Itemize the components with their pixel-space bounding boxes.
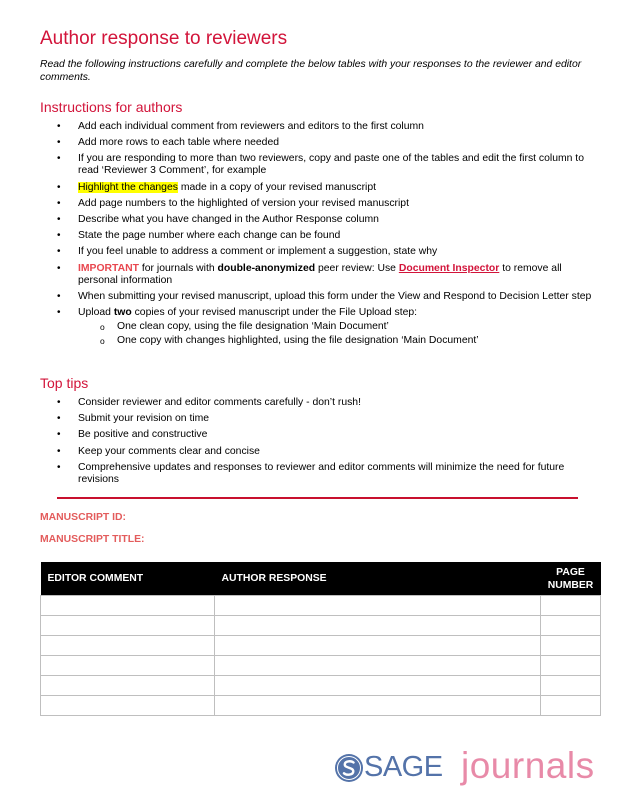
author-response-cell[interactable]	[215, 696, 541, 716]
list-item: • Add each individual comment from reviewers and editors to the first column	[40, 121, 600, 133]
list-item: • Consider reviewer and editor comments carefully - don’t rush!	[40, 397, 600, 409]
author-response-cell[interactable]	[215, 676, 541, 696]
table-row	[41, 636, 601, 656]
table-header-row	[41, 562, 601, 596]
page-title: Author response to reviewers	[40, 28, 288, 49]
list-item: • Comprehensive updates and responses to reviewer and editor comments will minimize the need for future revisions	[40, 462, 600, 486]
sub-list-item: o One copy with changes highlighted, using the file designation ‘Main Document’	[78, 335, 638, 347]
author-response-cell[interactable]	[215, 616, 541, 636]
table-row	[41, 596, 601, 616]
editor-comment-cell[interactable]	[41, 616, 215, 636]
list-item: • Add page numbers to the highlighted of version your revised manuscript	[40, 198, 600, 210]
response-table	[40, 562, 601, 716]
table-row	[41, 656, 601, 676]
sub-list	[78, 321, 638, 348]
table-row	[41, 676, 601, 696]
logo-brand-text: SAGE	[364, 751, 443, 783]
list-item: • Keep your comments clear and concise	[40, 446, 600, 458]
instructions-heading: Instructions for authors	[40, 99, 183, 115]
page-number-cell[interactable]	[541, 636, 601, 656]
list-item: • Add more rows to each table where needed	[40, 137, 600, 149]
manuscript-title-label: MANUSCRIPT TITLE:	[40, 534, 145, 545]
document-inspector-link[interactable]: Document Inspector	[398, 262, 500, 274]
header-page-number: PAGE NUMBER	[541, 562, 601, 596]
page-number-cell[interactable]	[541, 596, 601, 616]
important-label: IMPORTANT	[78, 262, 139, 274]
highlighted-text: Highlight the changes	[78, 181, 178, 193]
list-item: • Describe what you have changed in the Author Response column	[40, 214, 600, 226]
tips-heading: Top tips	[40, 375, 89, 391]
list-item: • If you feel unable to address a comment or implement a suggestion, state why	[40, 246, 600, 258]
list-item: • Highlight the changes made in a copy of your revised manuscript	[40, 182, 600, 194]
sage-journals-logo	[334, 745, 606, 790]
table-row	[41, 616, 601, 636]
divider	[57, 497, 578, 499]
page-number-cell[interactable]	[541, 696, 601, 716]
list-item: • If you are responding to more than two reviewers, copy and paste one of the tables and edit the first column to read ‘Reviewer 3 Comment’, for example	[40, 153, 600, 177]
author-response-cell[interactable]	[215, 596, 541, 616]
list-item: • When submitting your revised manuscript, upload this form under the View and Respond to Decision Letter step	[40, 291, 600, 303]
page-number-cell[interactable]	[541, 676, 601, 696]
editor-comment-cell[interactable]	[41, 656, 215, 676]
editor-comment-cell[interactable]	[41, 596, 215, 616]
list-item: • State the page number where each change can be found	[40, 230, 600, 242]
author-response-cell[interactable]	[215, 656, 541, 676]
list-item: • Submit your revision on time	[40, 413, 600, 425]
page-number-cell[interactable]	[541, 656, 601, 676]
table-row	[41, 696, 601, 716]
list-item: • IMPORTANT for journals with double-anonymized peer review: Use Document Inspector to remove all personal information	[40, 263, 600, 287]
list-item: • Be positive and constructive	[40, 429, 600, 441]
page-number-cell[interactable]	[541, 616, 601, 636]
tips-list	[40, 397, 600, 490]
sage-s-icon	[334, 753, 364, 783]
editor-comment-cell[interactable]	[41, 696, 215, 716]
list-item: • Upload two copies of your revised manuscript under the File Upload step: o One clean copy, using the file designation ‘Main Document’ o One copy with changes highlighted, using the file designation ‘Main Document’	[40, 307, 600, 348]
intro-text: Read the following instructions carefully and complete the below tables with your responses to the reviewer and editor comments.	[40, 59, 582, 83]
author-response-cell[interactable]	[215, 636, 541, 656]
sub-list-item: o One clean copy, using the file designation ‘Main Document’	[78, 321, 638, 333]
header-author-response: AUTHOR RESPONSE	[215, 562, 541, 596]
editor-comment-cell[interactable]	[41, 636, 215, 656]
manuscript-id-label: MANUSCRIPT ID:	[40, 512, 127, 523]
header-editor-comment: EDITOR COMMENT	[41, 562, 215, 596]
instructions-list	[40, 121, 600, 352]
logo-product-text: journals	[461, 745, 595, 786]
editor-comment-cell[interactable]	[41, 676, 215, 696]
